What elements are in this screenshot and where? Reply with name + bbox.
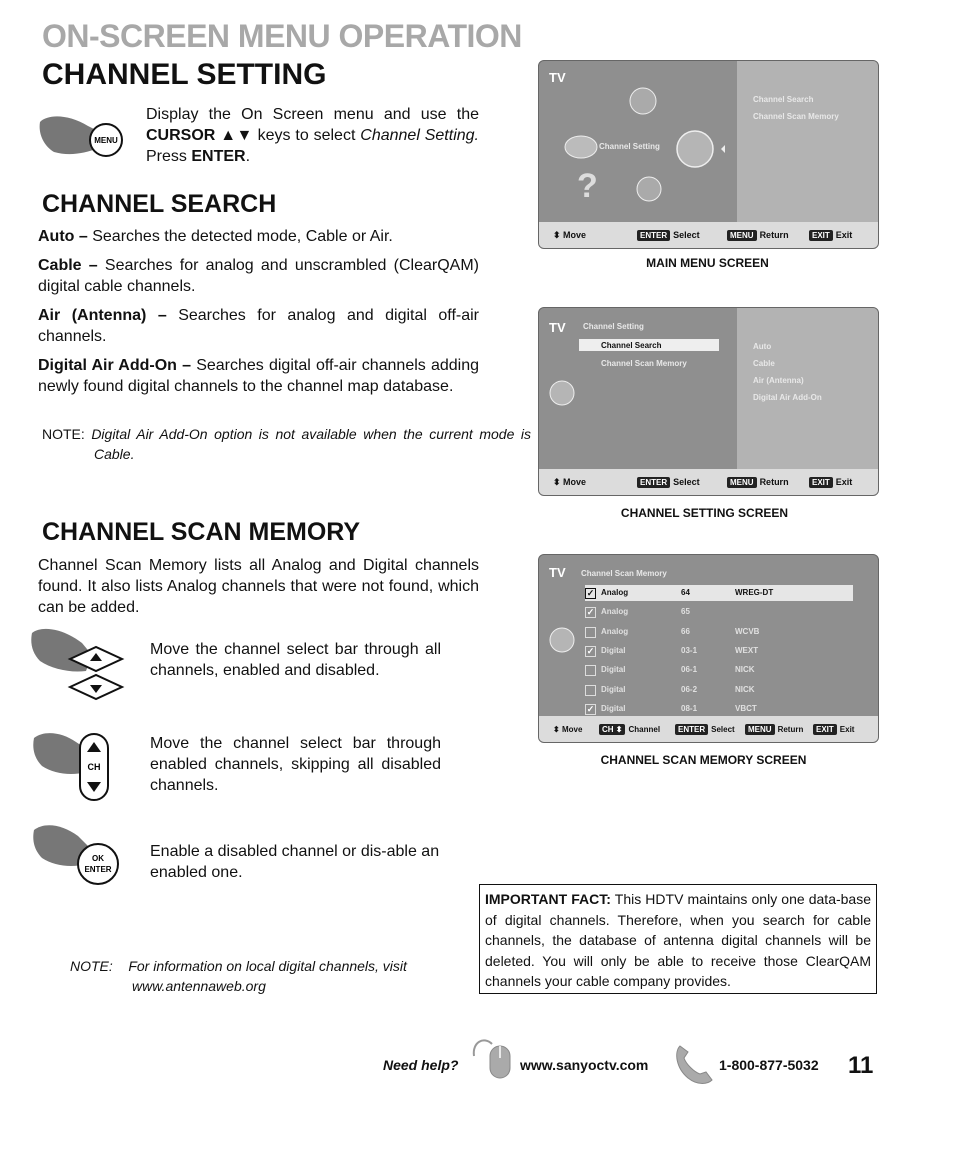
scan-row-station: NICK [735,665,755,675]
main-menu-screen [538,60,879,249]
tv-label: TV [549,565,566,580]
website-link[interactable]: www.sanyoctv.com [520,1057,649,1073]
search-option-air: Air (Antenna) – Searches for analog and digital off-air channels. [38,307,480,345]
unchecked-checkbox-icon[interactable] [585,685,596,696]
scan-row-channel: 06-1 [681,665,698,675]
scan-row-channel: 03-1 [681,645,698,655]
svg-text:CH: CH [87,762,101,772]
unchecked-checkbox-icon[interactable] [585,665,596,676]
main-menu-item-channel-search[interactable]: Channel Search [753,95,814,104]
scan-row-station: VBCT [735,703,757,713]
scan-row-station: WEXT [735,645,759,655]
help-question-icon: ? [577,167,598,205]
scan-memory-bottom-bar: ⬍ Move CH ⬍ Channel ENTER Select MENU Return EXIT Exit [539,716,878,742]
phone-number: 1-800-877-5032 [719,1057,819,1073]
search-option-cable: Cable – Searches for analog and unscrambled (ClearQAM) digital cable channels. [38,257,479,295]
antennaweb-note: NOTE: For information on local digital channels, visit www.antennaweb.org [70,958,407,994]
option-digital-air-addon[interactable]: Digital Air Add-On [753,393,822,402]
need-help-label: Need help? [383,1057,459,1073]
enter-key: ENTER [675,724,708,735]
channel-search-heading: CHANNEL SEARCH [42,190,277,218]
intro-text: Display the On Screen menu and use the CURSOR ▲▼ keys to select Channel Setting. Press ENTER. [146,106,479,165]
scan-row-channel: 66 [681,626,690,636]
checked-checkbox-icon[interactable]: ✓ [586,645,595,656]
scan-memory-row[interactable] [585,604,853,620]
scan-memory-heading: CHANNEL SCAN MEMORY [42,518,361,546]
scan-row-station: NICK [735,684,755,694]
tv-label: TV [549,320,566,335]
disc-icon [630,88,656,114]
channel-setting-item-search[interactable]: Channel Search [601,341,662,350]
scan-row-station: WCVB [735,626,760,636]
exit-key: EXIT [809,230,833,241]
cursor-updown-hand-icon [30,625,126,707]
scan-row-type: Analog [601,607,629,617]
scan-row-type: Analog [601,588,629,597]
checked-checkbox-icon[interactable]: ✓ [586,703,595,714]
svg-text:MENU: MENU [94,136,118,145]
channel-setting-item-scan-memory[interactable]: Channel Scan Memory [601,359,687,368]
main-menu-right-panel [737,61,878,222]
page-title: CHANNEL SETTING [42,58,327,91]
scan-memory-row[interactable] [585,701,853,717]
instruction-2-text: Move the channel select bar through enabled channels, skipping all disabled channels. [150,735,441,794]
ok-enter-hand-icon [32,820,124,890]
scan-row-channel: 64 [681,588,690,597]
scan-row-type: Digital [601,665,626,675]
option-auto[interactable]: Auto [753,342,772,351]
scan-memory-row[interactable] [585,682,853,698]
scan-row-channel: 65 [681,607,690,617]
channel-search-note: NOTE: Digital Air Add-On option is not available when the current mode is Cable. [42,426,531,462]
main-menu-center-label: Channel Setting [599,142,660,151]
satellite-dish-icon [547,625,577,655]
scan-memory-row[interactable] [585,624,853,640]
scan-memory-title: Channel Scan Memory [581,569,667,578]
enter-key: ENTER [637,230,670,241]
move-hint: ⬍ Move [553,229,587,240]
scan-row-channel: 06-2 [681,684,698,694]
channel-setting-caption: CHANNEL SETTING SCREEN [620,506,789,520]
scan-row-station: WREG-DT [735,588,774,597]
important-fact-box: IMPORTANT FACT: This HDTV maintains only one data-base of digital channels. Therefore, when you search for cable channels, the database of antenna digital channels will be deleted. You will only be able to receive those ClearQAM channels your cable company provides. [479,884,877,994]
svg-text:ENTER: ENTER [84,865,112,874]
main-menu-caption: MAIN MENU SCREEN [646,256,769,270]
scan-row-type: Analog [601,626,629,636]
scan-memory-text: Channel Scan Memory lists all Analog and Digital channels found. It also lists Analog channels that were not found, which can be added. [38,557,479,616]
move-hint: ⬍ Move [553,724,583,734]
option-cable[interactable]: Cable [753,359,775,368]
menu-button-hand-icon [38,110,124,162]
scan-row-type: Digital [601,684,626,694]
scan-memory-screen [538,554,879,743]
satellite-dish-icon [677,131,713,167]
enter-key: ENTER [637,477,670,488]
page-number: 11 [848,1052,874,1079]
checked-checkbox-icon[interactable]: ✓ [586,607,595,618]
palette-icon [565,136,597,158]
move-hint: ⬍ Move [553,476,587,487]
main-menu-item-channel-scan-memory[interactable]: Channel Scan Memory [753,112,839,121]
channel-search-list [38,226,479,403]
menu-key: MENU [727,477,757,488]
scan-row-type: Digital [601,645,626,655]
search-option-auto: Auto – Searches the detected mode, Cable or Air. [38,228,393,245]
ch-key: CH ⬍ [599,724,625,735]
scan-memory-row[interactable] [585,662,853,678]
tv-label: TV [549,70,566,85]
checked-checkbox-icon[interactable]: ✓ [586,588,595,598]
channel-setting-bottom-bar: ⬍ Move ENTER Select MENU Return EXIT Exit [539,469,878,495]
section-heading: ON-SCREEN MENU OPERATION [42,18,522,54]
scan-row-channel: 08-1 [681,703,698,713]
scan-memory-row[interactable] [585,643,853,659]
channel-setting-right-panel [737,308,878,469]
telephone-icon [672,1042,714,1086]
ch-button-hand-icon [32,728,124,804]
option-air-antenna[interactable]: Air (Antenna) [753,376,804,385]
instruction-3-text: Enable a disabled channel or dis-able an enabled one. [150,843,440,881]
search-option-digital-air-addon: Digital Air Add-On – Searches digital off-air channels adding newly found digital channels to the channel map database. [38,357,480,395]
menu-key: MENU [745,724,775,735]
main-menu-bottom-bar: ⬍ Move ENTER Select MENU Return EXIT Exit [539,222,878,248]
menu-key: MENU [727,230,757,241]
instruction-1-text: Move the channel select bar through all channels, enabled and disabled. [150,641,441,679]
computer-mouse-icon [470,1036,514,1082]
clock-icon [637,177,661,201]
scan-row-type: Digital [601,703,626,713]
channel-setting-screen [538,307,879,496]
exit-key: EXIT [809,477,833,488]
svg-text:OK: OK [92,854,104,863]
unchecked-checkbox-icon[interactable] [585,627,596,638]
scan-memory-row[interactable] [585,585,853,601]
exit-key: EXIT [813,724,837,735]
satellite-dish-icon [547,378,577,408]
channel-setting-title: Channel Setting [583,322,644,331]
scan-memory-caption: CHANNEL SCAN MEMORY SCREEN [600,753,807,767]
